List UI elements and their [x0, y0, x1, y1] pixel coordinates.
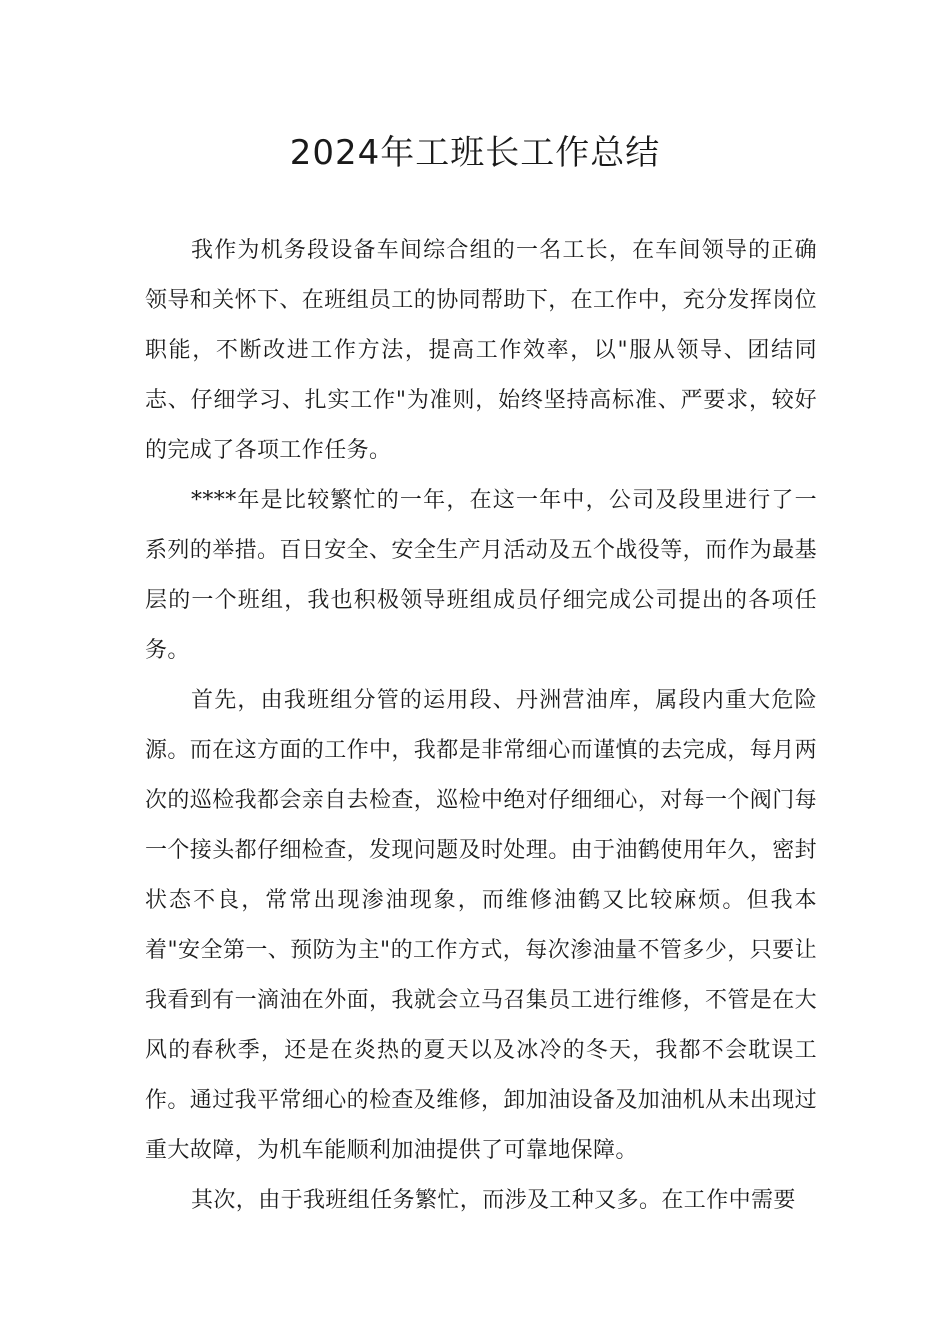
paragraph-year-overview: ****年是比较繁忙的一年，在这一年中，公司及段里进行了一系列的举措。百日安全、安全生产月活动及五个战役等，而作为最基层的一个班组，我也积极领导班组成员仔细完成公司提出的各项任务。: [145, 488, 818, 663]
document-body: [145, 226, 817, 1226]
paragraph-first-point: 首先，由我班组分管的运用段、丹洲营油库，属段内重大危险源。而在这方面的工作中，我都是非常细心而谨慎的去完成，每月两次的巡检我都会亲自去检查，巡检中绝对仔细细心，对每一个阀门每一个接头都仔细检查，发现问题及时处理。由于油鹤使用年久，密封状态不良，常常出现渗油现象，而维修油鹤又比较麻烦。但我本着"安全第一、预防为主"的工作方式，每次渗油量不管多少，只要让我看到有一滴油在外面，我就会立马召集员工进行维修，不管是在大风的春秋季，还是在炎热的夏天以及冰冷的冬天，我都不会耽误工作。通过我平常细心的检查及维修，卸加油设备及加油机从未出现过重大故障，为机车能顺利加油提供了可靠地保障。: [145, 688, 818, 1163]
paragraph-intro: 我作为机务段设备车间综合组的一名工长，在车间领导的正确领导和关怀下、在班组员工的协同帮助下，在工作中，充分发挥岗位职能，不断改进工作方法，提高工作效率，以"服从领导、团结同志、仔细学习、扎实工作"为准则，始终坚持高标准、严要求，较好的完成了各项工作任务。: [145, 238, 818, 463]
document-title: 2024年工班长工作总结: [289, 133, 661, 173]
paragraph-second-point: 其次，由于我班组任务繁忙，而涉及工种又多。在工作中需要: [191, 1188, 796, 1213]
